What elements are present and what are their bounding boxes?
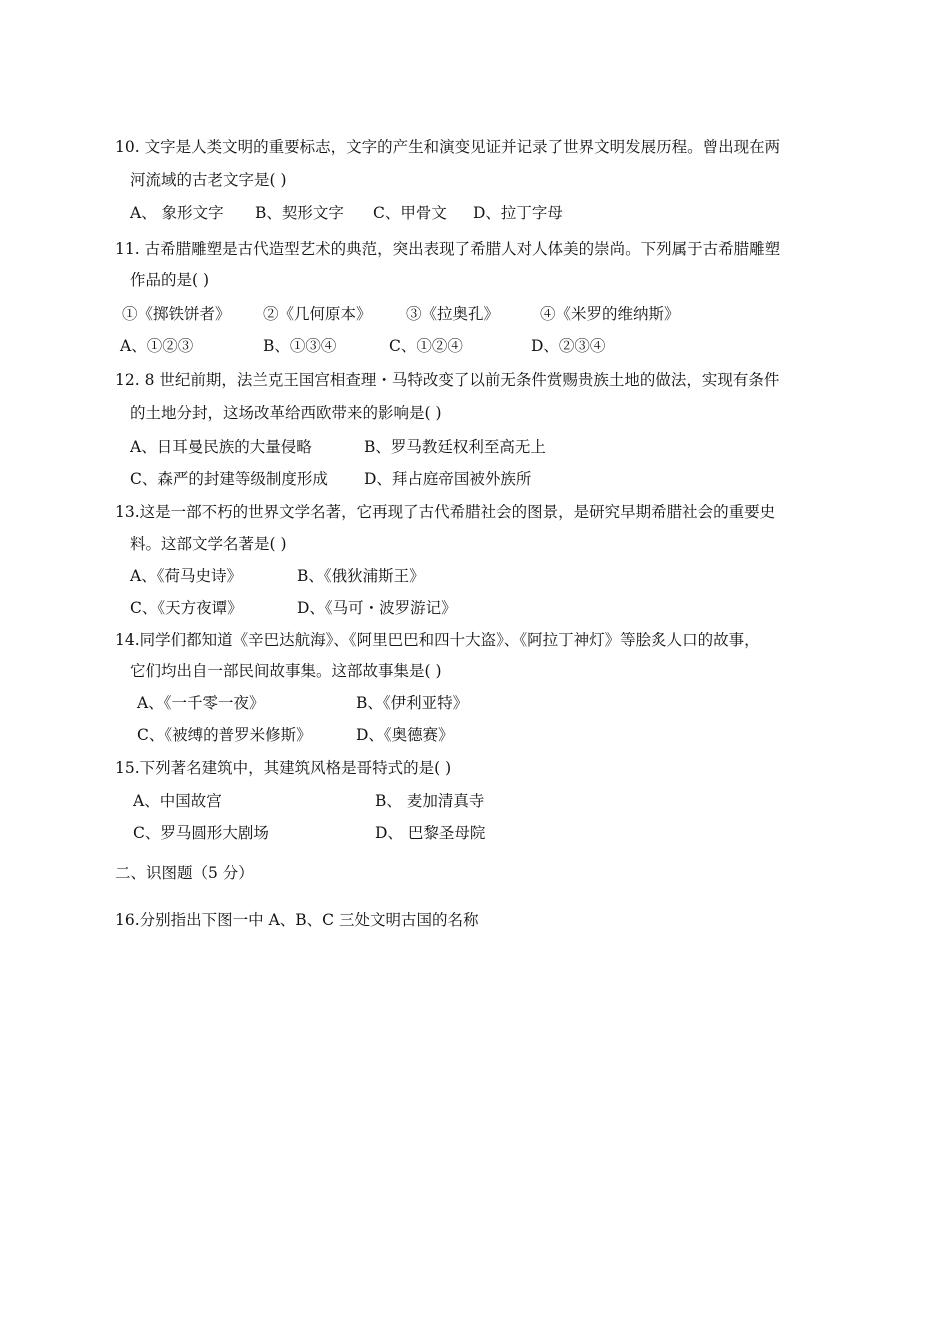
- q10-option-c: C、甲骨文: [373, 204, 447, 222]
- q13-option-b: B、《俄狄浦斯王》: [297, 567, 425, 585]
- q14-stem-line-1: 14.同学们都知道《辛巴达航海》、《阿里巴巴和四十大盗》、《阿拉丁神灯》等脍炙人口的故事，: [115, 631, 760, 649]
- q13-option-a: A、《荷马史诗》: [130, 567, 242, 585]
- q14-stem-line-2: 它们均出自一部民间故事集。这部故事集是( ): [130, 662, 442, 680]
- q10-option-d: D、拉丁字母: [473, 204, 563, 222]
- q11-option-a: A、①②③: [120, 337, 194, 355]
- q12-stem-line-2: 的土地分封，这场改革给西欧带来的影响是( ): [130, 404, 442, 422]
- q15-option-a: A、中国故宫: [133, 792, 222, 810]
- q15-option-d: D、 巴黎圣母院: [375, 824, 486, 842]
- q13-stem-line-2: 料。这部文学名著是( ): [130, 535, 287, 553]
- q13-option-c: C、《天方夜谭》: [130, 599, 243, 617]
- q13-option-d: D、《马可・波罗游记》: [297, 599, 457, 617]
- q12-stem-line-1: 12. 8 世纪前期，法兰克王国宫相查理・马特改变了以前无条件赏赐贵族土地的做法，实现有条件: [115, 371, 780, 389]
- q11-option-b: B、①③④: [263, 337, 337, 355]
- q14-option-b: B、《伊利亚特》: [356, 694, 469, 712]
- q11-item-4: ④《米罗的维纳斯》: [540, 305, 680, 323]
- q12-option-d: D、拜占庭帝国被外族所: [364, 470, 532, 488]
- q15-option-c: C、罗马圆形大剧场: [133, 824, 269, 842]
- q11-option-c: C、①②④: [389, 337, 463, 355]
- q14-option-d: D、《奥德赛》: [356, 726, 454, 744]
- q16-stem: 16.分别指出下图一中 A、B、C 三处文明古国的名称: [115, 911, 479, 929]
- q12-option-b: B、罗马教廷权利至高无上: [364, 438, 546, 456]
- q11-stem-line-2: 作品的是( ): [130, 271, 210, 289]
- q13-stem-line-1: 13.这是一部不朽的世界文学名著，它再现了古代希腊社会的图景，是研究早期希腊社会的重要史: [115, 503, 776, 521]
- q10-stem-line-1: 10. 文字是人类文明的重要标志，文字的产生和演变见证并记录了世界文明发展历程。曾出现在两: [115, 138, 781, 156]
- q10-option-a: A、 象形文字: [130, 204, 224, 222]
- q11-item-1: ①《掷铁饼者》: [122, 305, 231, 323]
- q12-option-c: C、森严的封建等级制度形成: [130, 470, 328, 488]
- q14-option-c: C、《被缚的普罗米修斯》: [137, 726, 312, 744]
- q12-option-a: A、日耳曼民族的大量侵略: [130, 438, 312, 456]
- q11-item-2: ②《几何原本》: [263, 305, 372, 323]
- q14-option-a: A、《一千零一夜》: [137, 694, 265, 712]
- q15-stem: 15.下列著名建筑中，其建筑风格是哥特式的是( ): [115, 759, 452, 777]
- q10-option-b: B、契形文字: [255, 204, 344, 222]
- q11-option-d: D、②③④: [531, 337, 606, 355]
- q11-item-3: ③《拉奥孔》: [406, 305, 500, 323]
- q11-stem-line-1: 11. 古希腊雕塑是古代造型艺术的典范，突出表现了希腊人对人体美的崇尚。下列属于古希腊雕塑: [115, 240, 781, 258]
- section-2-heading: 二、识图题（5 分）: [115, 864, 254, 882]
- q15-option-b: B、 麦加清真寺: [375, 792, 485, 810]
- q10-stem-line-2: 河流域的古老文字是( ): [130, 171, 287, 189]
